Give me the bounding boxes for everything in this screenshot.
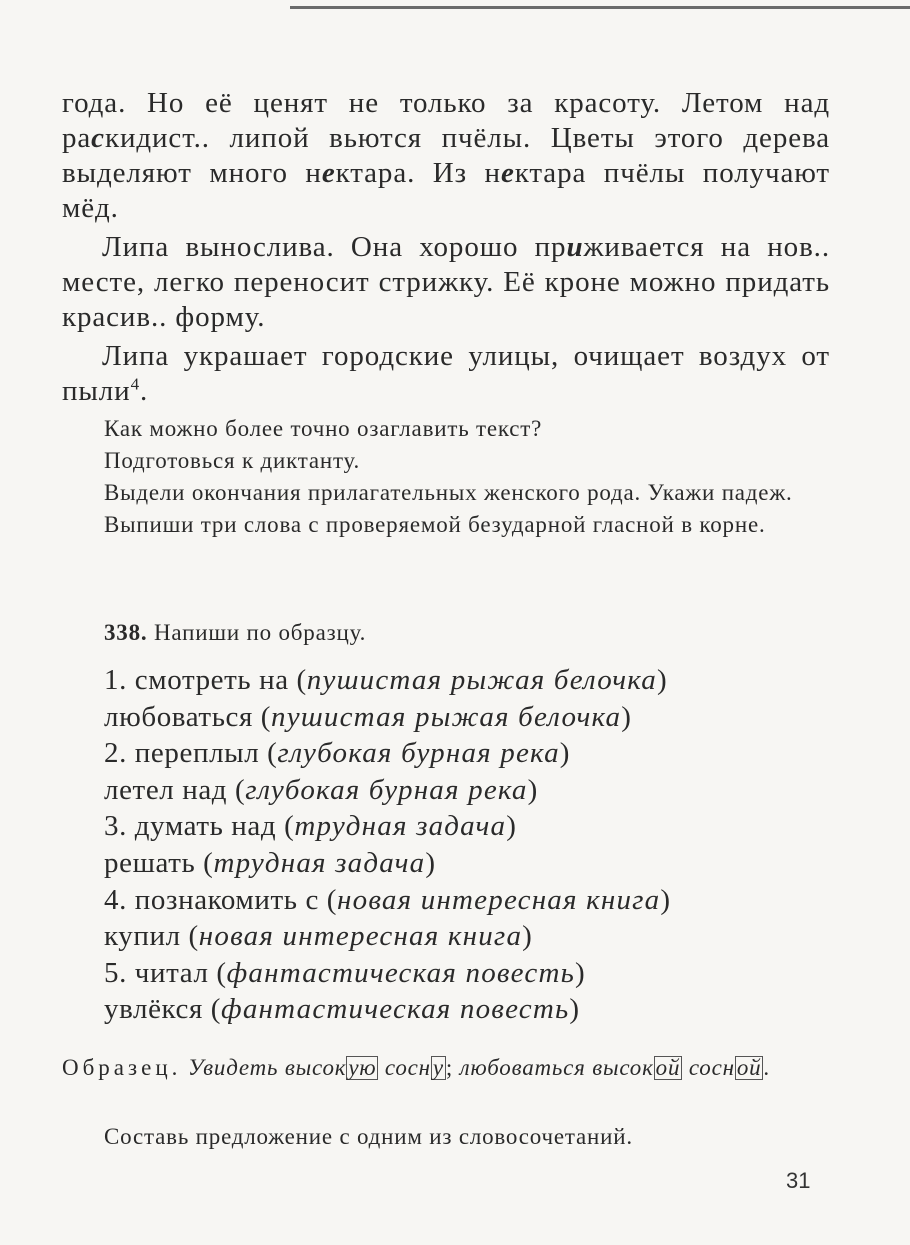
- ending-box: ой: [655, 1055, 681, 1080]
- exercise-item: увлёкся (фантастическая повесть): [104, 993, 580, 1026]
- exercise-item: 3. думать над (трудная задача): [104, 810, 517, 843]
- paragraph-3: Липа украшает городские улицы, очищает воздух от пыли$^4$.: [62, 340, 830, 407]
- paragraph-1: года. Но её ценят не только за красоту. Летом над раскидист.. липой вьются пчёлы. Цветы этого дерева выделяют много нектара. Из нектара пчёлы получают мёд.: [62, 87, 830, 224]
- exercise-list: [104, 662, 844, 1028]
- questions: [104, 414, 830, 542]
- phrase: глубокая бурная река: [245, 773, 528, 806]
- exercise-item: 4. познакомить с (новая интересная книга): [104, 883, 671, 916]
- page-number: 31: [786, 1168, 811, 1193]
- paragraph-2: Липа вынослива. Она хорошо приживается на нов.. месте, легко переносит стрижку. Её кроне можно придать красив.. форму.: [62, 231, 830, 333]
- sample-label: Образец.: [62, 1055, 182, 1080]
- question-item: Выпиши три слова с проверяемой безударной гласной в корне.: [104, 512, 766, 537]
- sample: Образец. Увидеть высокую сосну; любоваться высокой сосной.: [62, 1055, 770, 1080]
- main-text: [62, 86, 830, 413]
- ending-box: ую: [348, 1055, 377, 1080]
- task-instruction: Составь предложение с одним из словосочетаний.: [104, 1124, 633, 1149]
- phrase: пушистая рыжая белочка: [271, 700, 622, 733]
- exercise-item: летел над (глубокая бурная река): [104, 773, 538, 806]
- phrase: фантастическая повесть: [226, 956, 575, 989]
- ending-box: у: [432, 1055, 444, 1080]
- highlight-letter: с: [91, 122, 105, 154]
- phrase: фантастическая повесть: [221, 993, 570, 1026]
- highlight-letter: е: [321, 157, 336, 189]
- exercise-item: купил (новая интересная книга): [104, 920, 533, 953]
- exercise-item: 5. читал (фантастическая повесть): [104, 956, 586, 989]
- exercise-item: 1. смотреть на (пушистая рыжая белочка): [104, 664, 668, 696]
- question-item: Подготовься к диктанту.: [104, 448, 361, 473]
- exercise-item: решать (трудная задача): [104, 846, 436, 879]
- question-item: Выдели окончания прилагательных женского рода. Укажи падеж.: [104, 480, 793, 505]
- phrase: новая интересная книга: [198, 920, 523, 953]
- highlight-letter: е: [500, 157, 515, 189]
- phrase: новая интересная книга: [337, 883, 661, 916]
- phrase: глубокая бурная река: [277, 737, 560, 770]
- ending-box: ой: [736, 1055, 762, 1080]
- exercise-item: 2. переплыл (глубокая бурная река): [104, 737, 571, 770]
- phrase: пушистая рыжая белочка: [306, 664, 657, 696]
- footnote-mark: 4: [130, 374, 141, 394]
- question-item: Как можно более точно озаглавить текст?: [104, 416, 543, 441]
- exercise-instruction: Напиши по образцу.: [154, 620, 367, 645]
- phrase: трудная задача: [294, 810, 507, 843]
- exercise-header: [104, 618, 366, 648]
- phrase: трудная задача: [213, 846, 426, 879]
- exercise-number: 338.: [104, 620, 148, 645]
- exercise-item: любоваться (пушистая рыжая белочка): [104, 700, 632, 733]
- top-rule: [290, 6, 910, 9]
- highlight-letter: и: [566, 231, 584, 263]
